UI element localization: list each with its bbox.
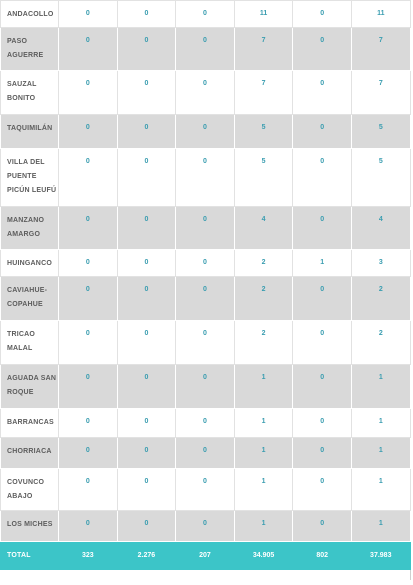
table-row — [1, 250, 411, 277]
table-row — [1, 28, 411, 71]
value-cell-col-4: 11 — [234, 1, 293, 28]
value-cell-col-5: 0 — [293, 207, 352, 250]
value-cell-col-6: 7 — [351, 71, 410, 115]
value-cell-col-2: 0 — [117, 28, 176, 71]
value-cell-col-2: 0 — [117, 469, 176, 511]
locality-name-cell: CAVIAHUE-COPAHUE — [1, 277, 59, 321]
locality-name-cell: TAQUIMILÁN — [1, 115, 59, 149]
value-cell-col-1: 0 — [59, 207, 118, 250]
value-cell-col-4: 1 — [234, 469, 293, 511]
value-cell-col-3: 0 — [176, 277, 235, 321]
value-cell-col-2: 0 — [117, 438, 176, 469]
value-cell-col-1: 0 — [59, 1, 118, 28]
table-row — [1, 207, 411, 250]
locality-name-cell: LOS MICHES — [1, 511, 59, 542]
value-cell-col-6: 1 — [351, 469, 410, 511]
value-cell-col-3: 0 — [176, 71, 235, 115]
value-cell-col-5: 0 — [293, 469, 352, 511]
value-cell-col-3: 0 — [176, 28, 235, 71]
table-row — [1, 409, 411, 438]
locality-name-cell: ANDACOLLO — [1, 1, 59, 28]
value-cell-col-4: 1 — [234, 438, 293, 469]
value-cell-col-2: 0 — [117, 321, 176, 365]
value-cell-col-3: 0 — [176, 321, 235, 365]
value-cell-col-5: 0 — [293, 409, 352, 438]
value-cell-col-4: 1 — [234, 365, 293, 409]
table-row — [1, 71, 411, 115]
locality-name-cell: HUINGANCO — [1, 250, 59, 277]
value-cell-col-3: 0 — [176, 511, 235, 542]
value-cell-col-5: 0 — [293, 115, 352, 149]
table-row — [1, 277, 411, 321]
value-cell-col-4: 1 — [234, 511, 293, 542]
value-cell-col-2: 0 — [117, 250, 176, 277]
total-value-col-1: 323 — [59, 542, 118, 570]
value-cell-col-6: 5 — [351, 149, 410, 207]
value-cell-col-1: 0 — [59, 115, 118, 149]
value-cell-col-6: 2 — [351, 321, 410, 365]
value-cell-col-4: 4 — [234, 207, 293, 250]
locality-name-cell: VILLA DEL PUENTE PICÚN LEUFÚ — [1, 149, 59, 207]
value-cell-col-6: 11 — [351, 1, 410, 28]
locality-name-cell: CHORRIACA — [1, 438, 59, 469]
table-row — [1, 469, 411, 511]
total-value-col-2: 2.276 — [117, 542, 176, 570]
locality-name-cell: COVUNCO ABAJO — [1, 469, 59, 511]
locality-name-cell: TRICAO MALAL — [1, 321, 59, 365]
table-row — [1, 321, 411, 365]
value-cell-col-2: 0 — [117, 511, 176, 542]
value-cell-col-5: 1 — [293, 250, 352, 277]
value-cell-col-6: 3 — [351, 250, 410, 277]
value-cell-col-1: 0 — [59, 511, 118, 542]
table-row — [1, 511, 411, 542]
value-cell-col-5: 0 — [293, 149, 352, 207]
locality-name-cell: MANZANO AMARGO — [1, 207, 59, 250]
value-cell-col-4: 2 — [234, 250, 293, 277]
value-cell-col-2: 0 — [117, 409, 176, 438]
value-cell-col-6: 2 — [351, 277, 410, 321]
value-cell-col-1: 0 — [59, 321, 118, 365]
value-cell-col-5: 0 — [293, 321, 352, 365]
value-cell-col-6: 1 — [351, 511, 410, 542]
value-cell-col-2: 0 — [117, 149, 176, 207]
value-cell-col-3: 0 — [176, 115, 235, 149]
total-value-col-6: 37.983 — [351, 542, 410, 570]
locality-name-cell: BARRANCAS — [1, 409, 59, 438]
value-cell-col-4: 5 — [234, 149, 293, 207]
value-cell-col-4: 5 — [234, 115, 293, 149]
value-cell-col-4: 1 — [234, 409, 293, 438]
table-row — [1, 115, 411, 149]
table-row — [1, 365, 411, 409]
value-cell-col-1: 0 — [59, 277, 118, 321]
table-row — [1, 149, 411, 207]
total-value-col-5: 802 — [293, 542, 352, 570]
value-cell-col-6: 5 — [351, 115, 410, 149]
value-cell-col-1: 0 — [59, 250, 118, 277]
value-cell-col-2: 0 — [117, 277, 176, 321]
value-cell-col-4: 2 — [234, 321, 293, 365]
value-cell-col-6: 7 — [351, 28, 410, 71]
value-cell-col-2: 0 — [117, 1, 176, 28]
value-cell-col-5: 0 — [293, 511, 352, 542]
value-cell-col-2: 0 — [117, 115, 176, 149]
value-cell-col-3: 0 — [176, 149, 235, 207]
table-row — [1, 438, 411, 469]
value-cell-col-5: 0 — [293, 28, 352, 71]
locality-name-cell: PASO AGUERRE — [1, 28, 59, 71]
value-cell-col-1: 0 — [59, 438, 118, 469]
table-body — [1, 1, 411, 570]
value-cell-col-6: 1 — [351, 438, 410, 469]
value-cell-col-1: 0 — [59, 365, 118, 409]
value-cell-col-5: 0 — [293, 438, 352, 469]
value-cell-col-3: 0 — [176, 1, 235, 28]
value-cell-col-5: 0 — [293, 1, 352, 28]
value-cell-col-3: 0 — [176, 365, 235, 409]
value-cell-col-3: 0 — [176, 409, 235, 438]
value-cell-col-2: 0 — [117, 365, 176, 409]
locality-name-cell: SAUZAL BONITO — [1, 71, 59, 115]
total-label: TOTAL — [1, 542, 59, 570]
value-cell-col-4: 2 — [234, 277, 293, 321]
value-cell-col-6: 4 — [351, 207, 410, 250]
value-cell-col-2: 0 — [117, 71, 176, 115]
locality-name-cell: AGUADA SAN ROQUE — [1, 365, 59, 409]
value-cell-col-1: 0 — [59, 409, 118, 438]
total-value-col-4: 34.905 — [234, 542, 293, 570]
value-cell-col-4: 7 — [234, 71, 293, 115]
value-cell-col-4: 7 — [234, 28, 293, 71]
value-cell-col-1: 0 — [59, 71, 118, 115]
value-cell-col-5: 0 — [293, 365, 352, 409]
value-cell-col-3: 0 — [176, 469, 235, 511]
value-cell-col-2: 0 — [117, 207, 176, 250]
table-row — [1, 1, 411, 28]
value-cell-col-5: 0 — [293, 71, 352, 115]
value-cell-col-1: 0 — [59, 149, 118, 207]
total-value-col-3: 207 — [176, 542, 235, 570]
value-cell-col-1: 0 — [59, 28, 118, 71]
value-cell-col-3: 0 — [176, 250, 235, 277]
value-cell-col-6: 1 — [351, 409, 410, 438]
value-cell-col-5: 0 — [293, 277, 352, 321]
value-cell-col-6: 1 — [351, 365, 410, 409]
value-cell-col-3: 0 — [176, 207, 235, 250]
total-row — [1, 542, 411, 570]
value-cell-col-3: 0 — [176, 438, 235, 469]
value-cell-col-1: 0 — [59, 469, 118, 511]
